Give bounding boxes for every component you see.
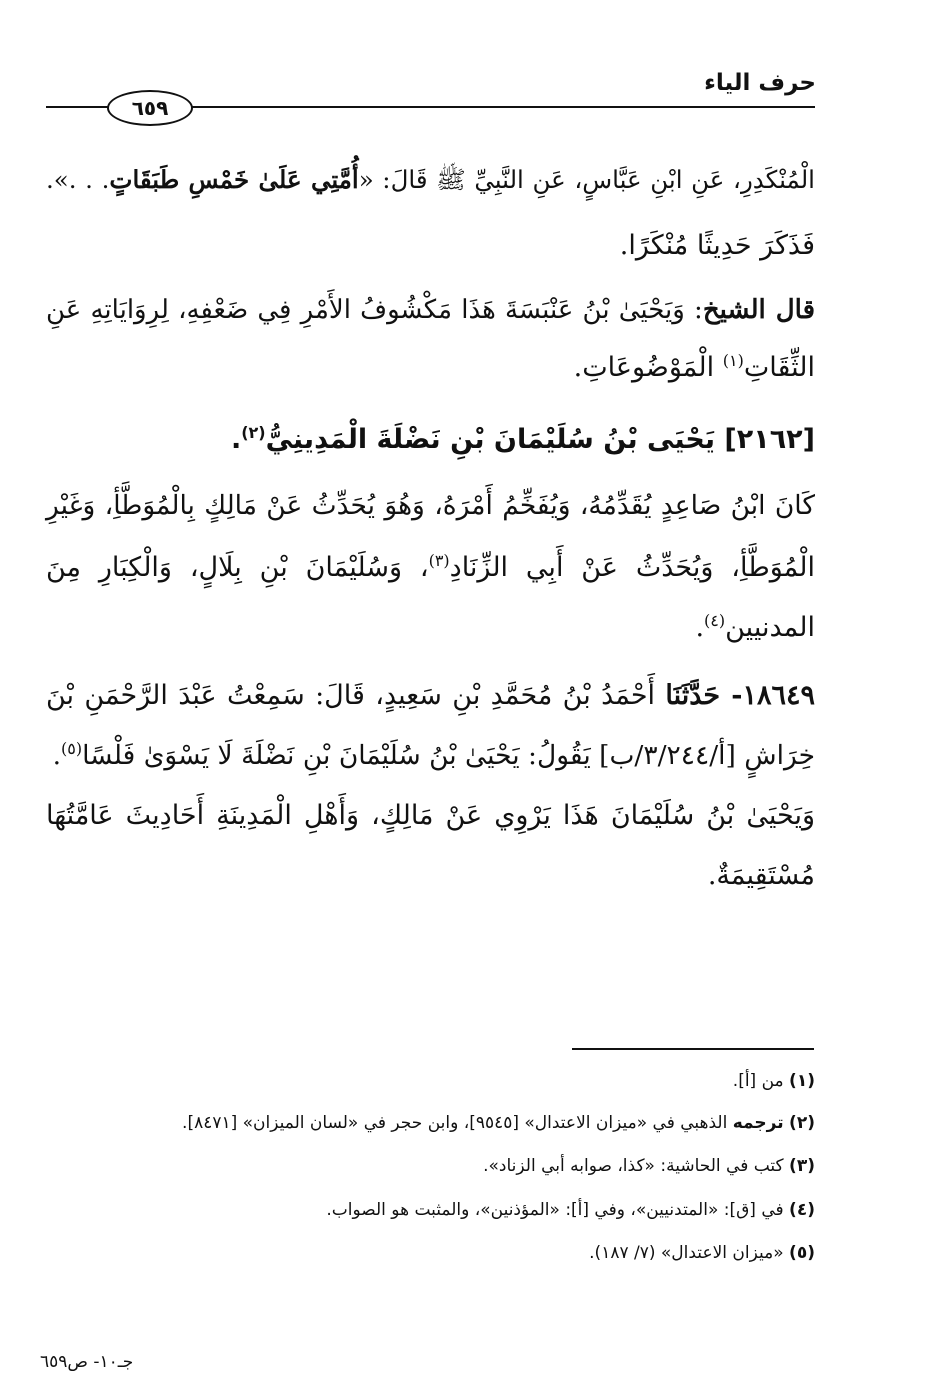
hadith-quote: أُمَّتِي عَلَىٰ خَمْسِ طَبَقَاتٍ <box>109 165 359 194</box>
body-line <box>46 736 815 776</box>
footnote-ref[interactable]: (٢) <box>241 423 266 442</box>
body-text: : وَيَحْيَىٰ بْنُ عَنْبَسَةَ هَذَا مَكْشُوفُ الأَمْرِ فِي ضَعْفِهِ، لِرِوَايَاتِهِ عَنِ <box>46 295 703 325</box>
footnote-ref[interactable]: (٥) <box>61 739 83 759</box>
footnote-text: في [ق]: «المتدنيين»، وفي [أ]: «المؤذنين»، والمثبت هو الصواب. <box>326 1200 784 1220</box>
body-line <box>46 676 815 716</box>
speaker-label: قال الشيخ <box>702 295 816 325</box>
footnote <box>483 1153 815 1179</box>
page-number: ٦٥٩ <box>131 96 169 120</box>
entry-heading-text: [٢١٦٢] يَحْيَى بْنُ سُلَيْمَانَ بْنِ نَضْلَةَ الْمَدِينِيُّ <box>265 424 815 455</box>
page-number-badge <box>107 90 193 126</box>
body-text: فَذَكَرَ حَدِيثًا مُنْكَرًا. <box>619 230 815 261</box>
footnote-number: (٥) <box>789 1243 815 1263</box>
body-line <box>46 290 815 330</box>
entry-heading <box>46 420 815 460</box>
footnote-text: كتب في الحاشية: «كذا، صوابه أبي الزناد». <box>483 1156 784 1176</box>
body-text: أَحْمَدُ بْنُ مُحَمَّدِ بْنِ سَعِيدٍ، قَالَ: سَمِعْتُ عَبْدَ الرَّحْمَنِ بْنَ <box>46 680 666 711</box>
footnote <box>182 1110 815 1136</box>
body-line <box>46 548 815 588</box>
body-text: المدنيين <box>725 612 815 643</box>
body-text: . <box>695 612 705 643</box>
body-text: خِرَاشٍ [أ/٣/٢٤٤/ب] يَقُولُ: يَحْيَىٰ بْنُ سُلَيْمَانَ بْنِ نَضْلَةَ لَا يَسْوَىٰ فَلْسًا <box>82 740 815 771</box>
body-text: الثِّقَاتِ <box>743 352 815 383</box>
footnote-number: (١) <box>789 1071 815 1091</box>
body-line <box>46 226 815 266</box>
footnote-ref[interactable]: (٣) <box>428 551 450 570</box>
body-text: الْمُنْكَدِرِ، عَنِ ابْنِ عَبَّاسٍ، عَنِ النَّبِيِّ ﷺ قَالَ: « <box>358 165 815 194</box>
body-line <box>46 796 815 836</box>
body-text: ، وَسُلَيْمَانَ بْنِ بِلَالٍ، وَالْكِبَارِ مِنَ <box>46 552 429 583</box>
footnote-rule <box>572 1048 814 1050</box>
volume-page-mark: جـ١٠- ص٦٥٩ <box>40 1352 134 1372</box>
footnote-number: (٤) <box>789 1200 815 1220</box>
footnote-text: من [أ]. <box>732 1071 784 1091</box>
footnote <box>733 1068 815 1094</box>
body-line <box>46 486 815 526</box>
body-text: وَيَحْيَىٰ بْنُ سُلَيْمَانَ هَذَا يَرْوِي عَنْ مَالِكٍ، وَأَهْلِ الْمَدِينَةِ أَحَادِيثَ عَامَّتُهَا <box>46 800 815 831</box>
body-text: . . .». <box>46 165 110 194</box>
entry-heading-end: . <box>230 424 242 455</box>
body-line <box>46 160 815 200</box>
footnote-bold-word: ترجمه <box>732 1113 784 1133</box>
footnote <box>589 1240 815 1266</box>
footnote-text: «ميزان الاعتدال» (٧/ ١٨٧). <box>589 1243 784 1263</box>
hadith-number: ١٨٦٤٩- حَدَّثَنَا <box>665 680 815 711</box>
footnote-number: (٢) <box>789 1113 815 1133</box>
running-header-title: حرف الياء <box>704 70 816 96</box>
footnote <box>326 1197 815 1223</box>
footnote-text: الذهبي في «ميزان الاعتدال» [٩٥٤٥]، وابن حجر في «لسان الميزان» [٨٤٧١]. <box>182 1113 733 1133</box>
footnote-ref[interactable]: (١) <box>722 351 744 370</box>
body-text: الْمُوَطَّأِ، وَيُحَدِّثُ عَنْ أَبِي الزِّنَادِ <box>449 552 815 583</box>
footnote-number: (٣) <box>789 1156 815 1176</box>
body-text: كَانَ ابْنُ صَاعِدٍ يُقَدِّمُهُ، وَيُفَخِّمُ أَمْرَهُ، وَهُوَ يُحَدِّثُ عَنْ مَالِكٍ بِالْمُوَطَّأِ، وَغَيْرِ <box>46 490 815 521</box>
body-line <box>46 856 815 896</box>
footnote-ref[interactable]: (٤) <box>704 611 726 630</box>
body-text: . <box>52 740 62 771</box>
body-line <box>46 608 815 648</box>
body-text: مُسْتَقِيمَةٌ. <box>707 860 815 891</box>
body-text: الْمَوْضُوعَاتِ. <box>573 352 723 383</box>
body-line <box>46 348 815 388</box>
